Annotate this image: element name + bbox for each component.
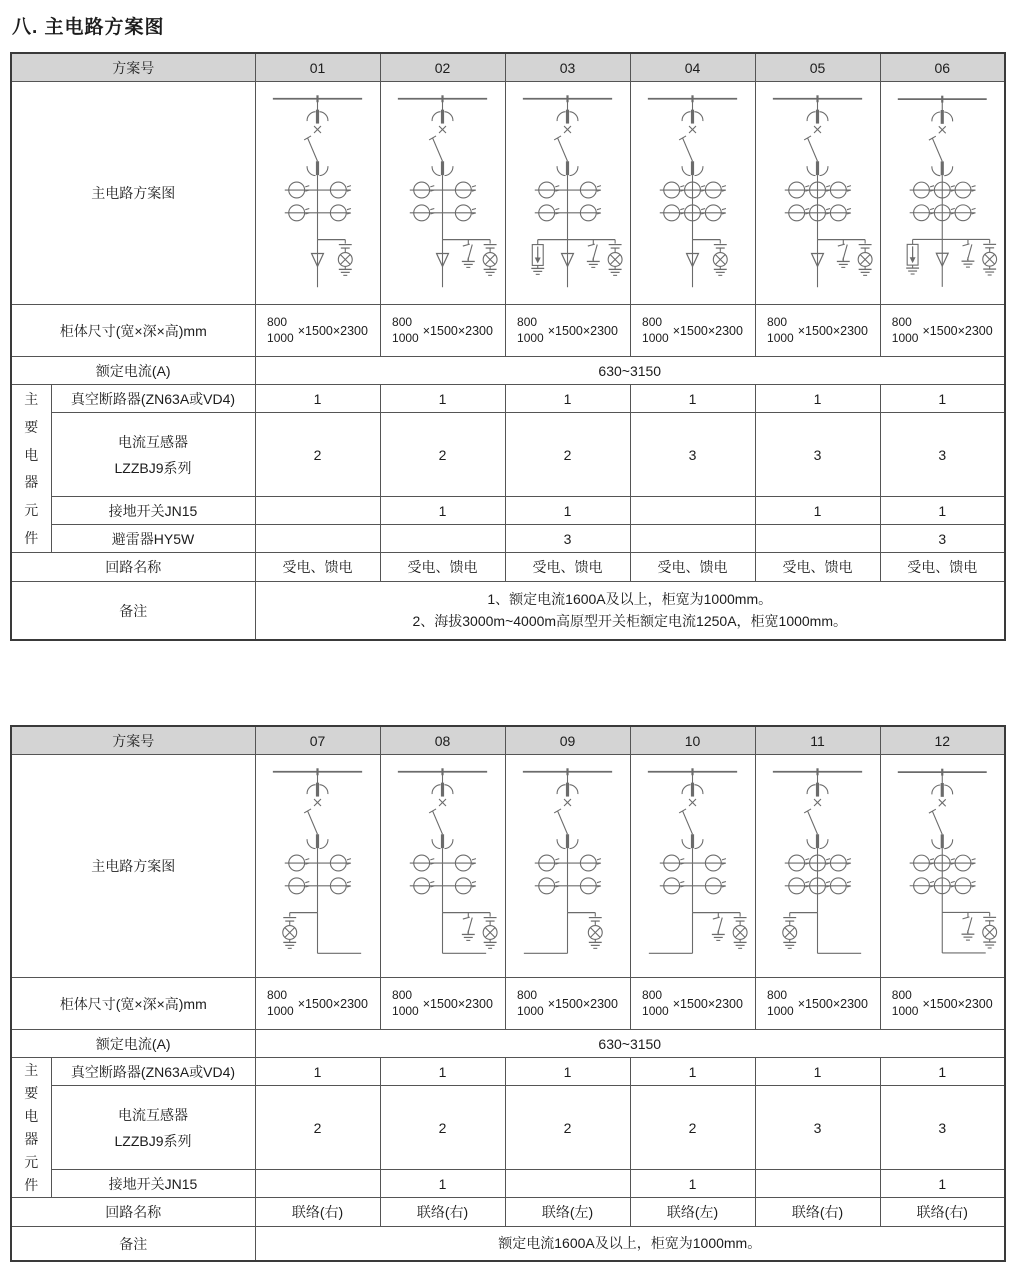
circuit-name-value: 联络(左) — [505, 1198, 630, 1227]
circuit-diagram-03 — [506, 82, 630, 304]
scheme-number: 08 — [380, 726, 505, 755]
circuit-diagram-01 — [256, 82, 380, 304]
circuit-diagram-cell — [380, 82, 505, 305]
circuit-name-value: 受电、馈电 — [255, 553, 380, 582]
table-row — [11, 1170, 1005, 1198]
cabinet-size-value — [505, 305, 630, 357]
page-title: 八. 主电路方案图 — [12, 17, 165, 38]
cabinet-size-suffix: ×1500×2300 — [797, 323, 868, 338]
circuit-diagram-svg — [256, 755, 380, 977]
component-label-earth_switch: 接地开关JN15 — [51, 1170, 255, 1198]
component-count-earth_switch: 1 — [880, 497, 1005, 525]
rated-current-value: 630~3150 — [255, 1030, 1005, 1058]
component-count-ct: 2 — [505, 413, 630, 497]
cabinet-size-suffix: ×1500×2300 — [422, 996, 493, 1011]
circuit-diagram-cell — [505, 755, 630, 978]
cabinet-size-dim — [756, 988, 880, 1019]
cabinet-size-value — [880, 978, 1005, 1030]
table-row — [11, 385, 1005, 413]
cabinet-size-suffix: ×1500×2300 — [672, 996, 743, 1011]
scheme-number: 04 — [630, 53, 755, 82]
cabinet-size-suffix: ×1500×2300 — [797, 996, 868, 1011]
circuit-diagram-cell — [255, 82, 380, 305]
vertical-char: 件 — [24, 530, 39, 547]
cabinet-size-dim — [881, 988, 1005, 1019]
component-count-ct: 3 — [630, 413, 755, 497]
circuit-diagram-cell — [755, 82, 880, 305]
cabinet-size-value — [755, 305, 880, 357]
components-group-vertical-text — [12, 385, 51, 552]
cabinet-size-dim — [381, 988, 505, 1019]
circuit-diagram-cell — [630, 755, 755, 978]
scheme-number: 11 — [755, 726, 880, 755]
cabinet-width-top: 800 — [517, 314, 538, 329]
circuit-diagram-07 — [256, 755, 380, 977]
component-count-arrester — [755, 525, 880, 553]
component-count-earth_switch — [630, 497, 755, 525]
table-row — [11, 1058, 1005, 1086]
cabinet-size-dim — [256, 988, 380, 1019]
diagram-row-label: 主电路方案图 — [11, 755, 255, 978]
circuit-diagram-10 — [631, 755, 755, 977]
component-count-ct: 3 — [755, 1086, 880, 1170]
component-count-arrester — [630, 525, 755, 553]
circuit-diagram-12 — [881, 755, 1005, 977]
scheme-number: 06 — [880, 53, 1005, 82]
cabinet-size-dim — [256, 315, 380, 346]
vertical-char: 主 — [24, 390, 39, 407]
remarks-value — [255, 582, 1005, 641]
circuit-name-label: 回路名称 — [11, 553, 255, 582]
cabinet-width-options — [267, 988, 294, 1019]
component-count-breaker: 1 — [505, 1058, 630, 1086]
table-row — [11, 413, 1005, 497]
scheme-tables-container — [10, 52, 1005, 1262]
cabinet-size-dim — [756, 315, 880, 346]
circuit-name-value: 联络(左) — [630, 1198, 755, 1227]
cabinet-size-suffix: ×1500×2300 — [922, 996, 993, 1011]
component-count-breaker: 1 — [255, 385, 380, 413]
cabinet-size-suffix: ×1500×2300 — [297, 996, 368, 1011]
table-row — [11, 582, 1005, 641]
rated-current-label: 额定电流(A) — [11, 357, 255, 385]
vertical-char: 器 — [24, 1131, 39, 1148]
cabinet-width-options — [892, 988, 919, 1019]
vertical-char: 元 — [24, 1154, 39, 1171]
remarks-line: 额定电流1600A及以上，柜宽为1000mm。 — [498, 1234, 762, 1251]
cabinet-width-top: 800 — [642, 987, 663, 1002]
cabinet-size-value — [630, 305, 755, 357]
circuit-diagram-cell — [880, 82, 1005, 305]
scheme-number: 07 — [255, 726, 380, 755]
cabinet-size-value — [255, 978, 380, 1030]
cabinet-width-top: 800 — [891, 314, 912, 329]
cabinet-size-suffix: ×1500×2300 — [547, 996, 618, 1011]
rated-current-label: 额定电流(A) — [11, 1030, 255, 1058]
remarks-value — [255, 1227, 1005, 1262]
cabinet-width-options — [517, 315, 544, 346]
circuit-diagram-svg — [756, 82, 880, 304]
cabinet-width-bottom: 1000 — [517, 1003, 544, 1018]
circuit-diagram-svg — [881, 82, 1005, 304]
scheme-number: 02 — [380, 53, 505, 82]
circuit-diagram-cell — [630, 82, 755, 305]
component-count-earth_switch — [755, 1170, 880, 1198]
cabinet-width-options — [392, 315, 419, 346]
cabinet-size-value — [505, 978, 630, 1030]
component-count-ct: 2 — [380, 413, 505, 497]
component-count-ct: 2 — [255, 1086, 380, 1170]
vertical-char: 件 — [24, 1177, 39, 1194]
component-count-earth_switch: 1 — [630, 1170, 755, 1198]
vertical-char: 要 — [24, 418, 39, 435]
component-label-breaker: 真空断路器(ZN63A或VD4) — [51, 385, 255, 413]
component-count-ct: 2 — [505, 1086, 630, 1170]
component-label-ct — [51, 1086, 255, 1170]
cabinet-size-suffix: ×1500×2300 — [297, 323, 368, 338]
circuit-diagram-svg — [256, 82, 380, 304]
cabinet-size-value — [380, 978, 505, 1030]
circuit-diagram-02 — [381, 82, 505, 304]
component-count-arrester — [255, 525, 380, 553]
circuit-diagram-09 — [506, 755, 630, 977]
component-count-breaker: 1 — [380, 385, 505, 413]
circuit-diagram-05 — [756, 82, 880, 304]
remarks-line: 1、额定电流1600A及以上，柜宽为1000mm。 — [487, 590, 773, 607]
cabinet-width-bottom: 1000 — [767, 330, 794, 345]
table-row — [11, 978, 1005, 1030]
table-row — [11, 1086, 1005, 1170]
table-row — [11, 357, 1005, 385]
component-count-earth_switch: 1 — [505, 497, 630, 525]
table-row — [11, 82, 1005, 305]
cabinet-width-bottom: 1000 — [891, 330, 919, 345]
scheme-table-schemes-01-06 — [10, 52, 1006, 641]
circuit-diagram-11 — [756, 755, 880, 977]
component-count-ct: 3 — [880, 413, 1005, 497]
component-count-breaker: 1 — [380, 1058, 505, 1086]
cabinet-size-dim — [881, 315, 1005, 346]
cabinet-width-options — [892, 315, 919, 346]
circuit-name-value: 受电、馈电 — [505, 553, 630, 582]
cabinet-width-options — [767, 988, 794, 1019]
cabinet-width-options — [517, 988, 544, 1019]
cabinet-width-options — [767, 315, 794, 346]
circuit-diagram-cell — [255, 755, 380, 978]
cabinet-size-label: 柜体尺寸(宽×深×高)mm — [11, 305, 255, 357]
component-count-ct: 2 — [255, 413, 380, 497]
cabinet-size-value — [380, 305, 505, 357]
vertical-char: 电 — [24, 446, 39, 463]
circuit-diagram-svg — [506, 82, 630, 304]
component-count-earth_switch — [255, 497, 380, 525]
cabinet-width-bottom: 1000 — [517, 330, 544, 345]
cabinet-width-top: 800 — [392, 314, 413, 329]
circuit-name-value: 受电、馈电 — [755, 553, 880, 582]
vertical-char: 主 — [24, 1061, 39, 1078]
cabinet-width-bottom: 1000 — [767, 1003, 794, 1018]
cabinet-width-bottom: 1000 — [642, 330, 669, 345]
component-count-breaker: 1 — [755, 1058, 880, 1086]
component-count-breaker: 1 — [505, 385, 630, 413]
component-count-ct: 3 — [755, 413, 880, 497]
component-count-earth_switch — [255, 1170, 380, 1198]
ct-label-line2: LZZBJ9系列 — [114, 459, 192, 476]
cabinet-width-bottom: 1000 — [267, 1003, 294, 1018]
component-count-earth_switch: 1 — [880, 1170, 1005, 1198]
cabinet-width-top: 800 — [267, 314, 288, 329]
component-label-earth_switch: 接地开关JN15 — [51, 497, 255, 525]
component-count-breaker: 1 — [630, 385, 755, 413]
circuit-diagram-cell — [505, 82, 630, 305]
circuit-name-value: 联络(右) — [880, 1198, 1005, 1227]
ct-label-line1: 电流互感器 — [118, 433, 188, 450]
cabinet-size-value — [755, 978, 880, 1030]
circuit-name-label: 回路名称 — [11, 1198, 255, 1227]
cabinet-width-bottom: 1000 — [392, 1003, 419, 1018]
component-count-earth_switch: 1 — [755, 497, 880, 525]
cabinet-size-value — [255, 305, 380, 357]
component-count-arrester: 3 — [505, 525, 630, 553]
circuit-diagram-cell — [880, 755, 1005, 978]
cabinet-width-bottom: 1000 — [267, 330, 294, 345]
remarks-line: 2、海拔3000m~4000m高原型开关柜额定电流1250A，柜宽1000mm。 — [412, 612, 848, 629]
circuit-diagram-svg — [381, 82, 505, 304]
cabinet-width-options — [642, 315, 669, 346]
components-group-label — [11, 385, 51, 553]
circuit-name-value: 联络(右) — [755, 1198, 880, 1227]
cabinet-width-bottom: 1000 — [392, 330, 419, 345]
components-group-vertical-text — [12, 1058, 51, 1197]
component-label-arrester: 避雷器HY5W — [51, 525, 255, 553]
component-count-earth_switch: 1 — [380, 1170, 505, 1198]
component-count-ct: 2 — [380, 1086, 505, 1170]
remarks-label: 备注 — [11, 1227, 255, 1262]
scheme-number: 10 — [630, 726, 755, 755]
circuit-diagram-cell — [755, 755, 880, 978]
scheme-number: 12 — [880, 726, 1005, 755]
cabinet-size-label: 柜体尺寸(宽×深×高)mm — [11, 978, 255, 1030]
ct-label-line1: 电流互感器 — [118, 1106, 188, 1123]
remarks-label: 备注 — [11, 582, 255, 641]
scheme-no-header: 方案号 — [11, 53, 255, 82]
component-count-breaker: 1 — [755, 385, 880, 413]
vertical-char: 电 — [24, 1107, 39, 1124]
circuit-name-value: 受电、馈电 — [630, 553, 755, 582]
circuit-diagram-svg — [756, 755, 880, 977]
table-row — [11, 53, 1005, 82]
component-count-earth_switch — [505, 1170, 630, 1198]
table-row — [11, 305, 1005, 357]
cabinet-width-top: 800 — [517, 987, 538, 1002]
circuit-diagram-svg — [631, 755, 755, 977]
circuit-diagram-svg — [381, 755, 505, 977]
table-row — [11, 1030, 1005, 1058]
cabinet-width-top: 800 — [767, 314, 788, 329]
scheme-number: 09 — [505, 726, 630, 755]
circuit-name-value: 联络(右) — [255, 1198, 380, 1227]
cabinet-size-value — [880, 305, 1005, 357]
scheme-number: 03 — [505, 53, 630, 82]
component-count-breaker: 1 — [255, 1058, 380, 1086]
table-row — [11, 726, 1005, 755]
table-row — [11, 1227, 1005, 1262]
cabinet-width-options — [267, 315, 294, 346]
cabinet-width-top: 800 — [392, 987, 413, 1002]
table-row — [11, 1198, 1005, 1227]
scheme-table-schemes-07-12 — [10, 725, 1006, 1262]
circuit-diagram-06 — [881, 82, 1005, 304]
circuit-name-value: 受电、馈电 — [880, 553, 1005, 582]
component-label-breaker: 真空断路器(ZN63A或VD4) — [51, 1058, 255, 1086]
circuit-diagram-cell — [380, 755, 505, 978]
scheme-no-header: 方案号 — [11, 726, 255, 755]
table-row — [11, 525, 1005, 553]
rated-current-value: 630~3150 — [255, 357, 1005, 385]
cabinet-size-value — [630, 978, 755, 1030]
cabinet-size-suffix: ×1500×2300 — [922, 323, 993, 338]
component-count-ct: 2 — [630, 1086, 755, 1170]
circuit-diagram-svg — [631, 82, 755, 304]
cabinet-width-bottom: 1000 — [891, 1003, 919, 1018]
circuit-name-value: 受电、馈电 — [380, 553, 505, 582]
cabinet-width-options — [392, 988, 419, 1019]
cabinet-width-top: 800 — [767, 987, 788, 1002]
cabinet-size-dim — [381, 315, 505, 346]
diagram-row-label: 主电路方案图 — [11, 82, 255, 305]
component-count-ct: 3 — [880, 1086, 1005, 1170]
circuit-diagram-04 — [631, 82, 755, 304]
component-count-earth_switch: 1 — [380, 497, 505, 525]
cabinet-width-top: 800 — [891, 987, 912, 1002]
cabinet-size-dim — [506, 315, 630, 346]
circuit-name-value: 联络(右) — [380, 1198, 505, 1227]
component-count-arrester — [380, 525, 505, 553]
components-group-label — [11, 1058, 51, 1198]
circuit-diagram-svg — [506, 755, 630, 977]
table-row — [11, 497, 1005, 525]
scheme-number: 05 — [755, 53, 880, 82]
cabinet-width-bottom: 1000 — [642, 1003, 669, 1018]
cabinet-size-dim — [506, 988, 630, 1019]
cabinet-width-options — [642, 988, 669, 1019]
table-row — [11, 553, 1005, 582]
cabinet-size-dim — [631, 988, 755, 1019]
cabinet-width-top: 800 — [642, 314, 663, 329]
circuit-diagram-svg — [881, 755, 1005, 977]
cabinet-size-suffix: ×1500×2300 — [547, 323, 618, 338]
vertical-char: 器 — [24, 474, 39, 491]
component-label-ct — [51, 413, 255, 497]
component-count-breaker: 1 — [630, 1058, 755, 1086]
cabinet-size-suffix: ×1500×2300 — [672, 323, 743, 338]
component-count-breaker: 1 — [880, 1058, 1005, 1086]
ct-label-line2: LZZBJ9系列 — [114, 1132, 192, 1149]
component-count-arrester: 3 — [880, 525, 1005, 553]
cabinet-size-dim — [631, 315, 755, 346]
scheme-number: 01 — [255, 53, 380, 82]
vertical-char: 元 — [24, 502, 39, 519]
cabinet-size-suffix: ×1500×2300 — [422, 323, 493, 338]
vertical-char: 要 — [24, 1084, 39, 1101]
circuit-diagram-08 — [381, 755, 505, 977]
cabinet-width-top: 800 — [267, 987, 288, 1002]
table-row — [11, 755, 1005, 978]
component-count-breaker: 1 — [880, 385, 1005, 413]
